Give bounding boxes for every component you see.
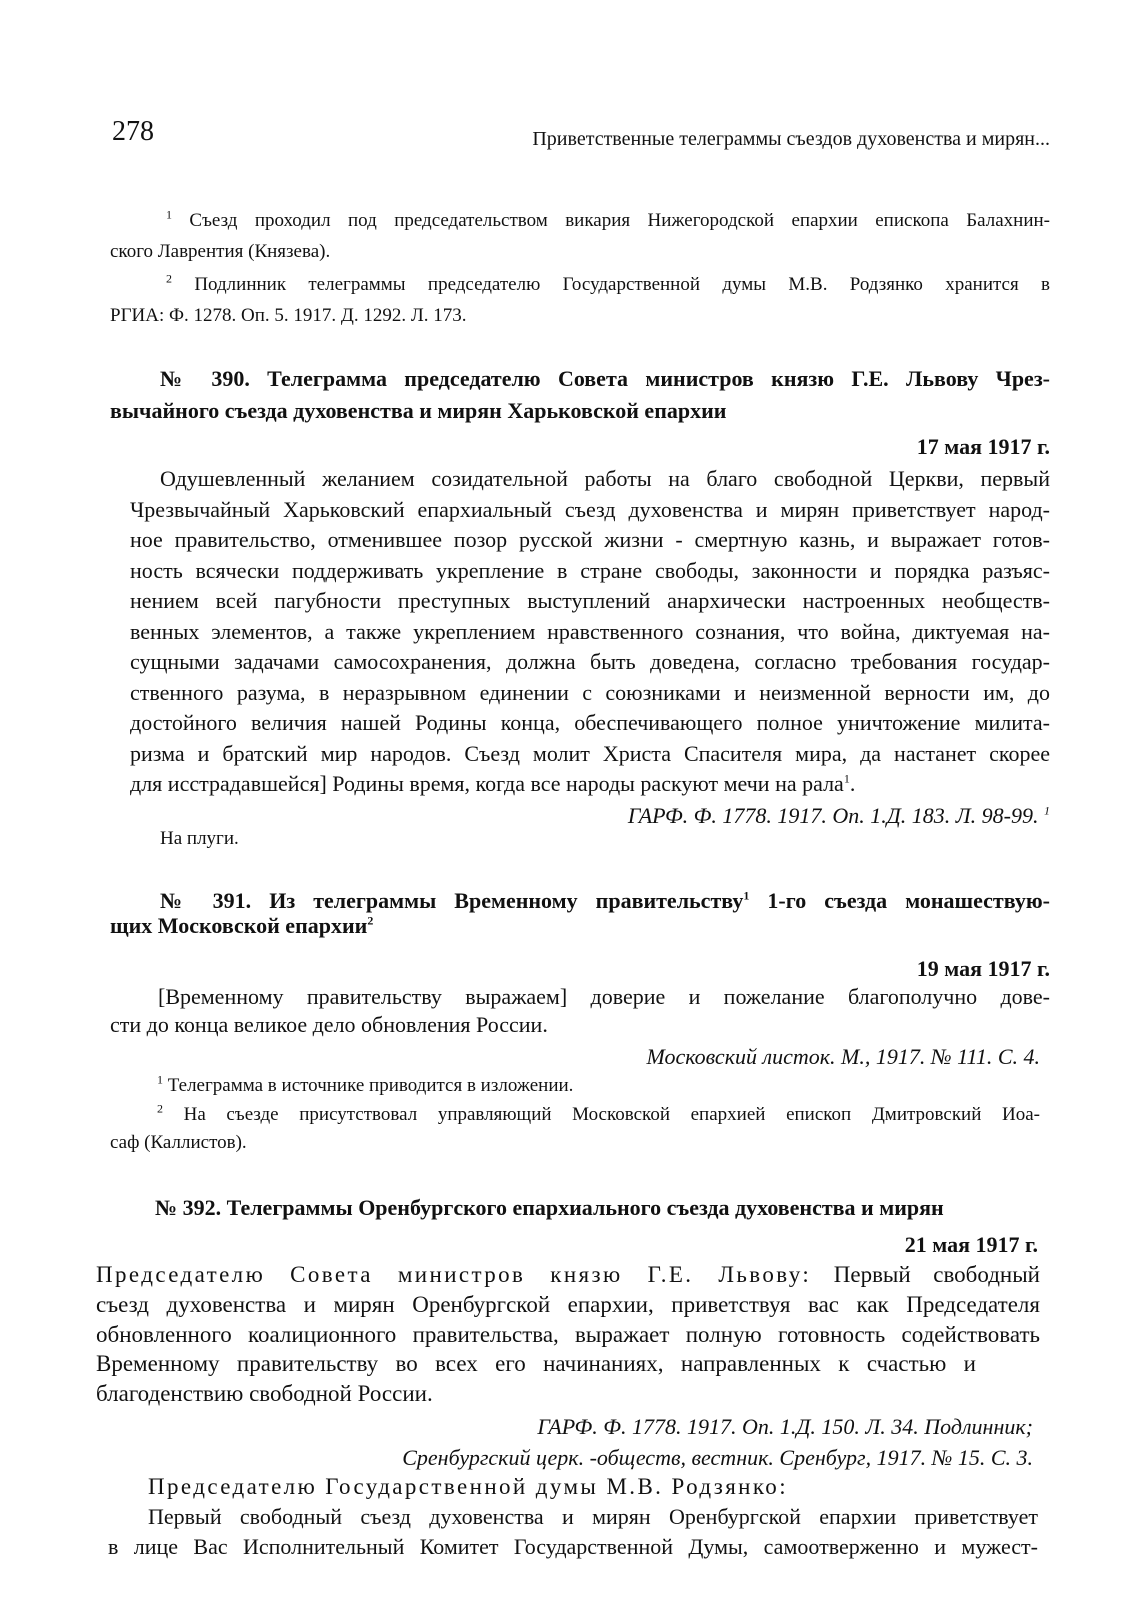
doc-390-date: 17 мая 1917 г. [916, 434, 1050, 459]
doc-391-source: Московский листок. М., 1917. № 111. С. 4. [646, 1044, 1040, 1069]
footnote-1-cont: ского Лаврентия (Князева). [110, 241, 331, 262]
body-line: съезд духовенства и мирян Оренбургской епархии, приветствуя вас как Председателя [96, 1292, 1040, 1317]
doc-392-addressee-1: Председателю Совета министров князю Г.Е. Львову: Первый свободный [96, 1262, 1040, 1287]
doc-391-footnote-1: $^1$ Телеграмма в источнике приводится в изложении. [157, 1072, 574, 1096]
footnote-1: $^1$ Съезд проходил под председательством викария Нижегородской епархии епископа Балахнин- [166, 207, 1050, 231]
body-line: ное правительство, отменившее позор русской жизни - смертную казнь, и выражает готов- [130, 527, 1050, 552]
doc-391-body: [Временному правительству выражаем] доверие и пожелание благополучно дове- [158, 984, 1050, 1009]
doc-391-date: 19 мая 1917 г. [916, 956, 1050, 981]
body-line: ность всячески поддерживать укрепление в стране свободы, законности и порядка разъяс- [130, 557, 1050, 583]
body-line: Чрезвычайный Харьковский епархиальный съезд духовенства и мирян приветствует народ- [130, 496, 1050, 522]
doc-392-body-2: Первый свободный съезд духовенства и мирян Оренбургской епархии приветствует [148, 1504, 1038, 1529]
doc-392-date: 21 мая 1917 г. [904, 1232, 1038, 1257]
body-line: Одушевленный желанием созидательной работы на благо свободной Церкви, первый [160, 466, 1050, 491]
body-line: сущными задачами самосохранения, должна быть доведена, согласно требования государ- [130, 649, 1050, 674]
doc-392-addressee-2: Председателю Государственной думы М.В. Родзянко: [148, 1474, 788, 1499]
doc-392-title: № 392. Телеграммы Оренбургского епархиального съезда духовенства и мирян [155, 1195, 944, 1220]
doc-391-footnote-2-cont: саф (Каллистов). [110, 1132, 247, 1153]
body-line: ственного разума, в неразрывном единении с союзниками и неизменной верности им, до [130, 679, 1050, 705]
doc-392-source-2: Сренбургский церк. -обществ, вестник. Сренбург, 1917. № 15. С. 3. [402, 1445, 1033, 1470]
footnote-2-cont: РГИА: Ф. 1278. Оп. 5. 1917. Д. 1292. Л. 173. [110, 305, 467, 326]
doc-390-title-cont: вычайного съезда духовенства и мирян Харьковской епархии [110, 398, 727, 423]
doc-390-source: ГАРФ. Ф. 1778. 1917. Оп. 1.Д. 183. Л. 98-99. $^1$ [627, 803, 1050, 828]
body-line: ризма и братский мир народов. Съезд молит Христа Спасителя мира, да настанет скорее [130, 740, 1050, 766]
doc-390-footnote: На плуги. [160, 828, 239, 849]
doc-391-footnote-2: $^2$ На съезде присутствовал управляющий Московской епархией епископ Дмитровский Иоа- [157, 1101, 1041, 1125]
doc-390-body-last: для исстрадавшейся] Родины время, когда все народы раскуют мечи на рала$^1$. [130, 771, 856, 796]
body-line: благоденствию свободной России. [96, 1380, 433, 1406]
doc-391-title-cont: щих Московской епархии$^2$ [110, 913, 374, 938]
body-line: достойного величия нашей Родины конца, обеспечивающего полное уничтожение милита- [130, 710, 1050, 735]
body-line: Временному правительству во всех его начинаниях, направленных к счастью и [96, 1351, 976, 1376]
footnote-2: $^2$ Подлинник телеграммы председателю Государственной думы М.В. Родзянко хранится в [166, 271, 1050, 295]
doc-390-title: № 390. Телеграмма председателю Совета министров князю Г.Е. Львову Чрез- [160, 366, 1050, 391]
doc-391-title: № 391. Из телеграммы Временному правительству$^1$ 1-го съезда монашествую- [160, 888, 1051, 913]
doc-391-body-cont: сти до конца великое дело обновления России. [110, 1012, 548, 1037]
page-number: 278 [112, 116, 154, 147]
body-line: обновленного коалиционного правительства, выражает полную готовность содействовать [96, 1321, 1040, 1347]
body-line: нением всей пагубности преступных выступлений анархически настроенных необществ- [130, 588, 1050, 613]
running-title: Приветственные телеграммы съездов духовенства и мирян... [532, 128, 1050, 150]
doc-392-source-1: ГАРФ. Ф. 1778. 1917. Оп. 1.Д. 150. Л. 34. Подлинник; [537, 1414, 1033, 1439]
body-line: венных элементов, а также укреплением нравственного сознания, что война, диктуемая на- [130, 618, 1050, 644]
doc-392-body-2-cont: в лице Вас Исполнительный Комитет Государственной Думы, самоотверженно и мужест- [108, 1534, 1038, 1559]
